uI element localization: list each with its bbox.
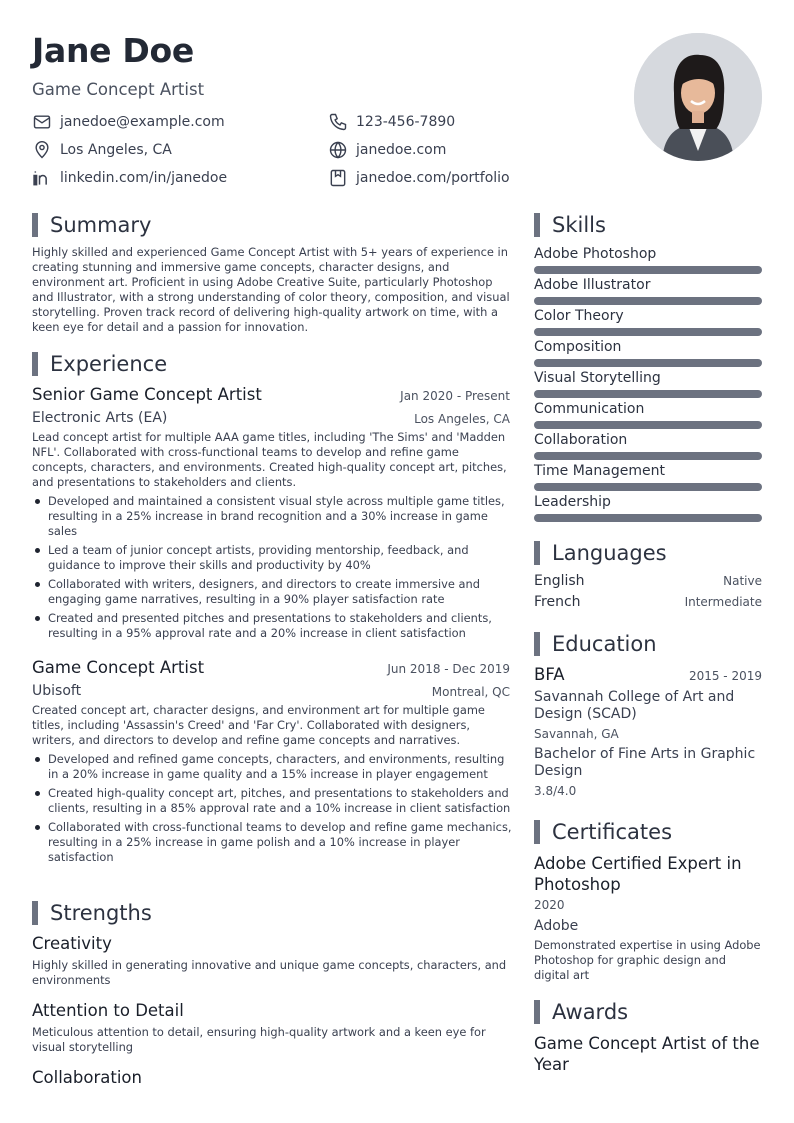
- skill-level-bar: [534, 452, 762, 460]
- list-item: Developed and refined game concepts, characters, and environments, resulting in a 20% increase in game quality and a 15% increase in player engagement: [32, 752, 512, 782]
- job-company: Electronic Arts (EA): [32, 410, 168, 426]
- language-level: Native: [723, 574, 762, 588]
- skill-label: Adobe Illustrator: [534, 277, 651, 293]
- email-text: janedoe@example.com: [60, 114, 225, 130]
- skill-level-bar: [534, 297, 762, 305]
- globe-icon: [328, 140, 348, 160]
- candidate-name: Jane Doe: [32, 31, 194, 70]
- skill-label: Visual Storytelling: [534, 370, 661, 386]
- skill-level-bar: [534, 390, 762, 398]
- website-text: janedoe.com: [356, 142, 447, 158]
- job-company: Ubisoft: [32, 683, 82, 699]
- section-accent-bar: [32, 901, 38, 925]
- map-pin-icon: [32, 140, 52, 160]
- section-accent-bar: [534, 632, 540, 656]
- section-accent-bar: [534, 541, 540, 565]
- language-row: [534, 594, 762, 610]
- certificates-heading: Certificates: [534, 819, 672, 845]
- section-accent-bar: [32, 213, 38, 237]
- school-location: Savannah, GA: [534, 727, 619, 741]
- section-accent-bar: [534, 820, 540, 844]
- language-name: French: [534, 594, 581, 610]
- job-description: Lead concept artist for multiple AAA game titles, including 'The Sims' and 'Madden NFL'. Collaborated with cross-functional teams to develop and refine game concepts, characters, and environments. Created high-quality concept art, pitches, and presentations to stakeholders and clients.: [32, 430, 507, 489]
- skill-label: Adobe Photoshop: [534, 246, 657, 262]
- contact-email[interactable]: [32, 112, 225, 132]
- certificate-year: 2020: [534, 898, 565, 912]
- contact-website[interactable]: [328, 140, 446, 160]
- skill-label: Collaboration: [534, 432, 628, 448]
- skill-level-bar: [534, 359, 762, 367]
- list-item: Created high-quality concept art, pitches, and presentations to stakeholders and clients, resulting in a 85% approval rate and a 10% increase in client satisfaction: [32, 786, 512, 816]
- gpa: 3.8/4.0: [534, 784, 577, 798]
- skill-label: Communication: [534, 401, 645, 417]
- job-location: Montreal, QC: [431, 685, 510, 699]
- education-heading: Education: [534, 631, 657, 657]
- skill-level-bar: [534, 514, 762, 522]
- list-item: Led a team of junior concept artists, providing mentorship, feedback, and guidance to improve their skills and productivity by 40%: [32, 543, 512, 573]
- job-location: Los Angeles, CA: [414, 412, 510, 426]
- language-row: [534, 573, 762, 589]
- contact-linkedin[interactable]: [32, 168, 227, 188]
- certificate-description: Demonstrated expertise in using Adobe Photoshop for graphic design and digital art: [534, 938, 761, 982]
- phone-text: 123-456-7890: [356, 114, 456, 130]
- contact-phone[interactable]: [328, 112, 455, 132]
- list-item: Collaborated with writers, designers, and directors to create immersive and engaging game narratives, resulting in a 90% player satisfaction rate: [32, 577, 512, 607]
- section-accent-bar: [534, 213, 540, 237]
- job-dates: Jan 2020 - Present: [400, 389, 510, 403]
- job-description: Created concept art, character designs, and environment art for multiple game titles, including 'Assassin's Creed' and 'Far Cry'. Collaborated with designers, writers, and directors to develop and refine game concepts and narratives.: [32, 703, 485, 747]
- language-name: English: [534, 573, 585, 589]
- skill-level-bar: [534, 328, 762, 336]
- degree-name: Bachelor of Fine Arts in Graphic Design: [534, 746, 756, 779]
- candidate-title: Game Concept Artist: [32, 80, 205, 99]
- skill-label: Color Theory: [534, 308, 624, 324]
- contact-location: [32, 140, 172, 160]
- skills-heading: Skills: [534, 212, 606, 238]
- skill-label: Time Management: [534, 463, 665, 479]
- skill-level-bar: [534, 483, 762, 491]
- section-accent-bar: [32, 352, 38, 376]
- list-item: Collaborated with cross-functional teams to develop and refine game mechanics, resulting in a 25% increase in game polish and a 10% increase in player satisfaction: [32, 820, 512, 865]
- portfolio-icon: [328, 168, 348, 188]
- job-title: Senior Game Concept Artist: [32, 385, 262, 404]
- skill-label: Composition: [534, 339, 622, 355]
- strength-text: Highly skilled in generating innovative and unique game concepts, characters, and environments: [32, 958, 507, 987]
- location-text: Los Angeles, CA: [60, 142, 172, 158]
- award-title: Game Concept Artist of the Year: [534, 1034, 760, 1074]
- resume-header: [32, 30, 592, 186]
- strength-title: Collaboration: [32, 1068, 142, 1087]
- skill-label: Leadership: [534, 494, 611, 510]
- linkedin-icon: [32, 168, 52, 188]
- skill-level-bar: [534, 421, 762, 429]
- portfolio-text: janedoe.com/portfolio: [356, 170, 510, 186]
- languages-heading: Languages: [534, 540, 667, 566]
- linkedin-text: linkedin.com/in/janedoe: [60, 170, 228, 186]
- phone-icon: [328, 112, 348, 132]
- certificate-title: Adobe Certified Expert in Photoshop: [534, 854, 742, 894]
- section-accent-bar: [534, 1000, 540, 1024]
- contact-portfolio[interactable]: [328, 168, 510, 188]
- summary-text: Highly skilled and experienced Game Concept Artist with 5+ years of experience in creating stunning and immersive game concepts, character designs, and environment art. Proficient in using Adobe Creative Suite, particularly Photoshop and Illustrator, with a strong understanding of color theory, composition, and visual storytelling. Proven track record of delivering high-quality artwork on time, with a keen eye for detail and a passion for innovation.: [32, 245, 510, 334]
- mail-icon: [32, 112, 52, 132]
- strength-title: Attention to Detail: [32, 1001, 184, 1020]
- strengths-heading: Strengths: [32, 900, 152, 926]
- degree-short: BFA: [534, 665, 565, 684]
- list-item: Created and presented pitches and presentations to stakeholders and clients, resulting in a 95% approval rate and a 20% increase in client satisfaction: [32, 611, 512, 641]
- job-title: Game Concept Artist: [32, 658, 205, 677]
- language-level: Intermediate: [684, 595, 762, 609]
- job-bullets: [32, 494, 512, 645]
- summary-heading: Summary: [32, 212, 151, 238]
- strength-text: Meticulous attention to detail, ensuring high-quality artwork and a keen eye for visual storytelling: [32, 1025, 486, 1054]
- strength-title: Creativity: [32, 934, 112, 953]
- list-item: Developed and maintained a consistent visual style across multiple game titles, resulting in a 25% increase in brand recognition and a 30% increase in game sales: [32, 494, 512, 539]
- certificate-issuer: Adobe: [534, 918, 579, 934]
- experience-heading: Experience: [32, 351, 167, 377]
- job-bullets: [32, 752, 512, 869]
- education-dates: 2015 - 2019: [688, 669, 762, 683]
- awards-heading: Awards: [534, 999, 628, 1025]
- skill-level-bar: [534, 266, 762, 274]
- profile-photo: [634, 33, 762, 161]
- job-dates: Jun 2018 - Dec 2019: [387, 662, 510, 676]
- school-name: Savannah College of Art and Design (SCAD): [534, 689, 735, 722]
